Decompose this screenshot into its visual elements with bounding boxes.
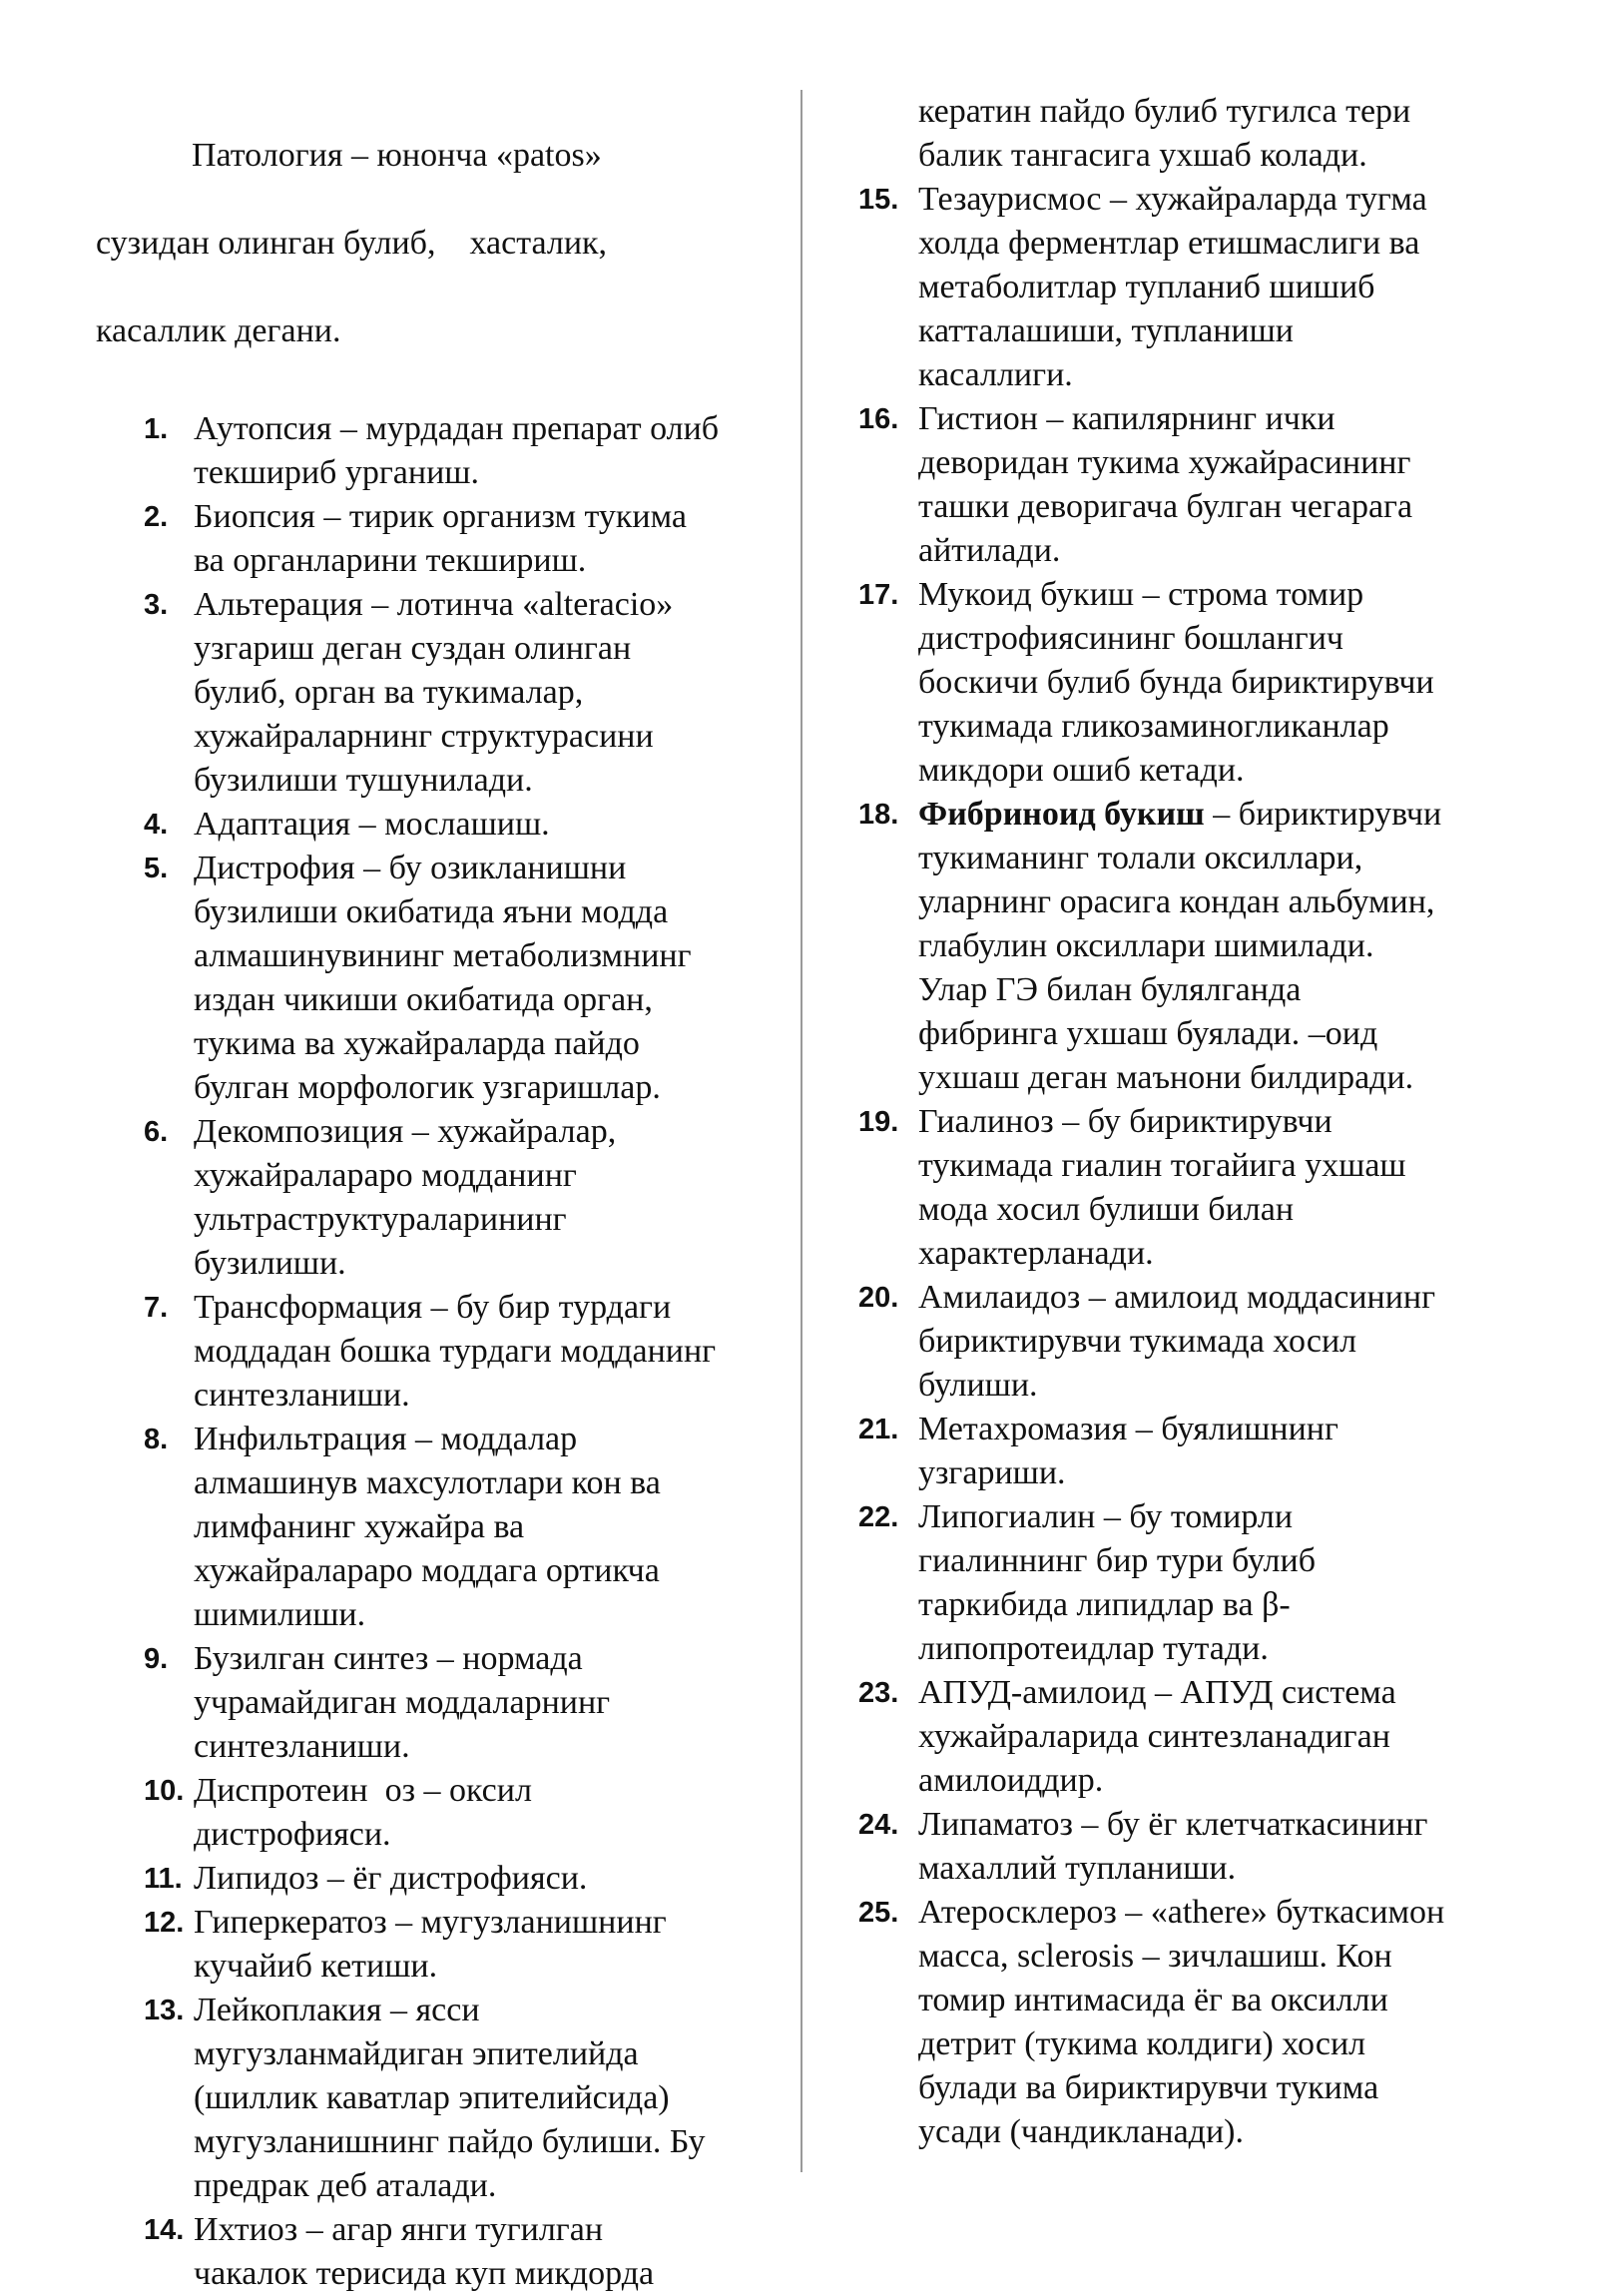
item-line: ухшаш деган маънони билдиради. <box>918 1059 1414 1096</box>
item-number: 19. <box>858 1106 899 1138</box>
item-line: кератин пайдо булиб тугилса тери <box>918 93 1411 130</box>
list-item <box>858 1408 1523 1495</box>
list-item <box>858 178 1523 397</box>
item-line <box>918 793 1523 837</box>
list-item <box>96 1989 795 2208</box>
item-line: синтезланиши. <box>194 1728 410 1765</box>
item-number: 18. <box>858 799 899 831</box>
item-line: чакалок терисида куп микдорда <box>194 2255 655 2292</box>
list-item <box>96 2208 795 2296</box>
item-line: деворидан тукима хужайрасининг <box>918 444 1411 481</box>
item-line: хужайралараро моддага ортикча <box>194 1552 660 1589</box>
item-number: 4. <box>144 809 169 841</box>
item-line: бузилиши окибатида яъни модда <box>194 893 669 930</box>
item-line: Адаптация – мослашиш. <box>194 806 550 843</box>
intro-line: касаллик дегани. <box>96 312 341 349</box>
item-number: 10. <box>144 1775 185 1807</box>
item-line: Дистрофия – бу озикланишни <box>194 850 627 886</box>
item-line: Метахромазия – буялишнинг <box>918 1411 1338 1447</box>
item-line: узгариши. <box>918 1454 1066 1491</box>
list-item <box>858 397 1523 573</box>
item-line: тукима ва хужайраларда пайдо <box>194 1025 640 1062</box>
item-line: катталашиши, тупланиши <box>918 312 1294 349</box>
item-line: масса, sclerosis – зичлашиш. Кон <box>918 1938 1392 1975</box>
item-line: бузилиши. <box>194 1245 346 1282</box>
item-line: бузилиши тушунилади. <box>194 762 533 799</box>
item-line: Улар ГЭ билан булялганда <box>918 971 1302 1008</box>
item-line: издан чикиши окибатида орган, <box>194 981 653 1018</box>
definitions-list-right <box>858 178 1523 2154</box>
item-number: 2. <box>144 501 169 533</box>
list-item <box>96 1418 795 1637</box>
item-line: АПУД-амилоид – АПУД система <box>918 1674 1396 1711</box>
list-item <box>96 495 795 583</box>
intro-line: сузидан олинган булиб, хасталик, <box>96 225 608 262</box>
item-line: булган морфологик узгаришлар. <box>194 1069 661 1106</box>
item-line: кучайиб кетиши. <box>194 1948 438 1985</box>
item-line: Липидоз – ёг дистрофияси. <box>194 1860 588 1897</box>
item-line: Амилаидоз – амилоид моддасининг <box>918 1279 1436 1316</box>
right-column <box>858 90 1523 2154</box>
item-14-continuation <box>864 90 1523 178</box>
item-number: 15. <box>858 184 899 216</box>
item-line: усади (чандикланади). <box>918 2113 1244 2150</box>
item-line: характерланади. <box>918 1235 1154 1272</box>
item-line: Бузилган синтез – нормада <box>194 1640 583 1677</box>
item-line: гиалиннинг бир тури булиб <box>918 1542 1316 1579</box>
item-line: Лейкоплакия – ясси <box>194 1992 480 2028</box>
item-line: Инфильтрация – моддалар <box>194 1421 578 1457</box>
item-number: 7. <box>144 1292 169 1324</box>
list-item <box>96 1110 795 1286</box>
item-number: 23. <box>858 1677 899 1709</box>
item-number: 13. <box>144 1995 185 2026</box>
item-line: ва органларини текшириш. <box>194 542 587 579</box>
item-line: булади ва бириктирувчи тукима <box>918 2069 1379 2106</box>
item-line: Диспротеин оз – оксил <box>194 1772 532 1809</box>
item-line: дистрофияси. <box>194 1816 391 1853</box>
item-line: алмашинув махсулотлари кон ва <box>194 1464 661 1501</box>
item-line: холда ферментлар етишмаслиги ва <box>918 225 1420 262</box>
item-line: амилоиддир. <box>918 1762 1104 1799</box>
item-line: тукимада гиалин тогайига ухшаш <box>918 1147 1406 1184</box>
item-line: Декомпозиция – хужайралар, <box>194 1113 617 1150</box>
item-line: детрит (тукима колдиги) хосил <box>918 2025 1366 2062</box>
item-line: Мукоид букиш – строма томир <box>918 576 1364 613</box>
item-line: боскичи булиб бунда бириктирувчи <box>918 664 1434 701</box>
item-line: липопротеидлар тутади. <box>918 1630 1269 1667</box>
list-item <box>858 573 1523 793</box>
item-line: учрамайдиган моддаларнинг <box>194 1684 611 1721</box>
list-item <box>858 1891 1523 2154</box>
item-number: 11. <box>144 1863 183 1895</box>
item-number: 24. <box>858 1809 899 1841</box>
item-line: предрак деб аталади. <box>194 2167 497 2204</box>
list-item <box>96 1857 795 1901</box>
item-line: балик тангасига ухшаб колади. <box>918 137 1367 174</box>
list-item <box>858 1495 1523 1671</box>
item-line: Тезаурисмос – хужайраларда тугма <box>918 181 1427 218</box>
item-line: Липаматоз – бу ёг клетчаткасининг <box>918 1806 1428 1843</box>
item-line: глабулин оксиллари шимилади. <box>918 927 1374 964</box>
intro-paragraph <box>96 90 795 397</box>
list-item <box>858 1803 1523 1891</box>
item-line: Гистион – капилярнинг ички <box>918 400 1335 437</box>
list-item <box>96 803 795 847</box>
item-line: касаллиги. <box>918 356 1073 393</box>
list-item <box>96 1769 795 1857</box>
item-line: мугузланмайдиган эпителийда <box>194 2035 639 2072</box>
item-number: 6. <box>144 1116 169 1148</box>
item-line: Аутопсия – мурдадан препарат олиб <box>194 410 720 447</box>
item-line: Биопсия – тирик организм тукима <box>194 498 687 535</box>
item-number: 14. <box>144 2214 185 2246</box>
list-item <box>96 1286 795 1418</box>
list-item <box>96 1901 795 1989</box>
item-line: ташки деворигача булган чегарага <box>918 488 1413 525</box>
item-line: микдори ошиб кетади. <box>918 752 1245 789</box>
item-line: фибринга ухшаш буялади. –оид <box>918 1015 1378 1052</box>
intro-line: Патология – юнонча «patos» <box>192 137 602 174</box>
item-line: мугузланишнинг пайдо булиши. Бу <box>194 2123 706 2160</box>
list-item <box>858 793 1523 1100</box>
left-column <box>96 90 795 2296</box>
item-line: булиб, орган ва тукималар, <box>194 674 584 711</box>
item-number: 21. <box>858 1414 899 1445</box>
item-number: 12. <box>144 1907 185 1939</box>
item-line: Трансформация – бу бир турдаги <box>194 1289 672 1326</box>
item-line: алмашинувининг метаболизмнинг <box>194 937 692 974</box>
item-line: томир интимасида ёг ва оксилли <box>918 1982 1388 2018</box>
item-line: моддадан бошка турдаги модданинг <box>194 1333 717 1370</box>
item-number: 3. <box>144 589 169 621</box>
item-line: лимфанинг хужайра ва <box>194 1508 525 1545</box>
list-item <box>96 1637 795 1769</box>
item-line: айтилади. <box>918 532 1061 569</box>
column-divider <box>800 90 802 2172</box>
item-line: махаллий тупланиши. <box>918 1850 1237 1887</box>
item-term: Фибриноид букиш <box>918 796 1205 833</box>
item-line: Гиалиноз – бу бириктирувчи <box>918 1103 1332 1140</box>
item-line: метаболитлар тупланиб шишиб <box>918 269 1375 305</box>
item-line: Липогиалин – бу томирли <box>918 1498 1294 1535</box>
item-line: Альтерация – лотинча «alteracio» <box>194 586 674 623</box>
item-line: таркибида липидлар ва β- <box>918 1586 1291 1623</box>
item-line: (шиллик каватлар эпителийсида) <box>194 2079 670 2116</box>
item-line: Атеросклероз – «athere» буткасимон <box>918 1894 1445 1931</box>
item-number: 20. <box>858 1282 899 1314</box>
list-item <box>96 847 795 1110</box>
item-line: тукиманинг толали оксиллари, <box>918 840 1363 876</box>
item-line: шимилиши. <box>194 1596 366 1633</box>
item-line: дистрофиясининг бошлангич <box>918 620 1344 657</box>
definitions-list-left <box>96 407 795 2296</box>
item-line: булиши. <box>918 1367 1038 1404</box>
item-line: уларнинг орасига кондан альбумин, <box>918 883 1435 920</box>
item-number: 5. <box>144 853 169 884</box>
item-number: 25. <box>858 1897 899 1929</box>
list-item <box>858 1671 1523 1803</box>
item-line: мода хосил булиши билан <box>918 1191 1295 1228</box>
item-line: бириктирувчи тукимада хосил <box>918 1323 1357 1360</box>
item-number: 17. <box>858 579 899 611</box>
item-number: 16. <box>858 403 899 435</box>
item-line: ультраструктураларининг <box>194 1201 567 1238</box>
item-line: узгариш деган суздан олинган <box>194 630 632 667</box>
item-number: 8. <box>144 1424 169 1455</box>
item-number: 22. <box>858 1501 899 1533</box>
item-line: Гиперкератоз – мугузланишнинг <box>194 1904 667 1941</box>
item-line: тукимада гликозаминогликанлар <box>918 708 1389 745</box>
item-line: хужайраларнинг структурасини <box>194 718 654 755</box>
item-line: синтезланиши. <box>194 1377 410 1414</box>
item-line: текшириб урганиш. <box>194 454 479 491</box>
item-number: 1. <box>144 413 169 445</box>
item-line: хужайраларида синтезланадиган <box>918 1718 1390 1755</box>
item-line: хужайралараро модданинг <box>194 1157 577 1194</box>
item-number: 9. <box>144 1643 169 1675</box>
item-text: – бириктирувчи <box>1204 796 1442 833</box>
list-item <box>96 583 795 803</box>
list-item <box>96 407 795 495</box>
list-item <box>858 1100 1523 1276</box>
list-item <box>858 1276 1523 1408</box>
item-line: Ихтиоз – агар янги тугилган <box>194 2211 604 2248</box>
